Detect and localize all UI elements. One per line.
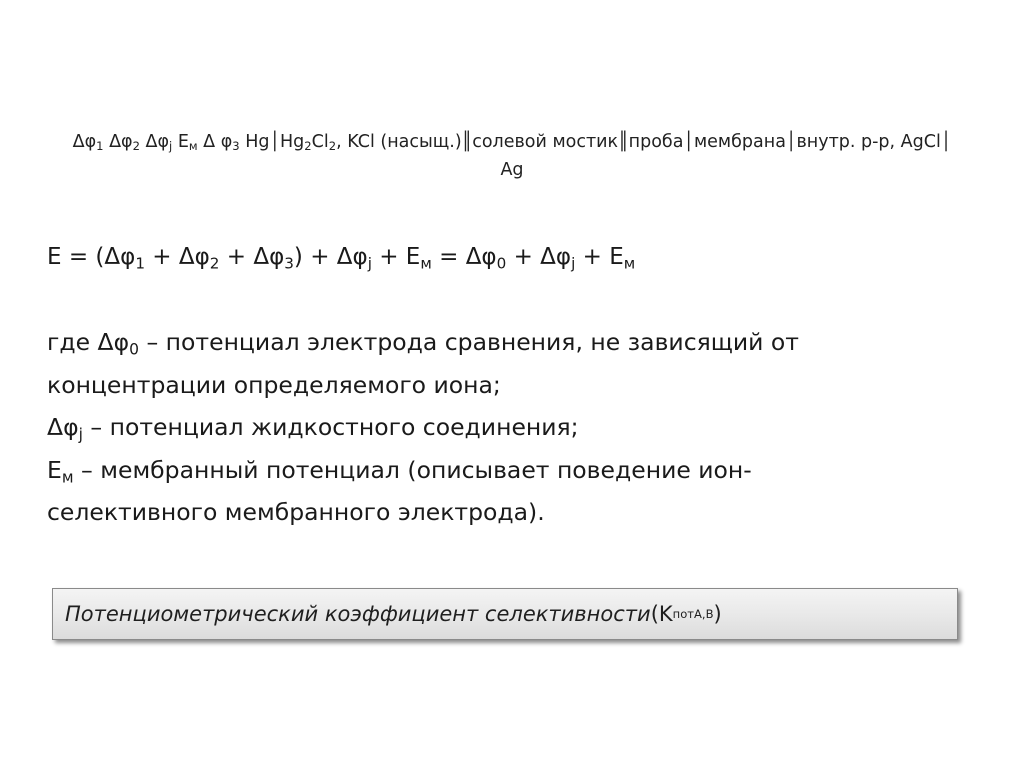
scheme-text: Ag <box>500 160 524 180</box>
definition-text: E <box>47 455 62 484</box>
equation-text: + E <box>575 244 624 270</box>
definition-text: где Δφ <box>47 328 130 356</box>
subscript: м <box>61 467 74 486</box>
definition-line <box>47 321 987 364</box>
electrochemical-cell-scheme <box>20 128 1004 184</box>
scheme-text: Δφ <box>139 132 170 152</box>
subscript: 3 <box>232 139 240 154</box>
definition-line <box>47 449 987 492</box>
subscript: 2 <box>304 139 312 154</box>
definition-line <box>47 364 987 407</box>
subscript: 2 <box>209 254 220 273</box>
subscript: j <box>571 254 576 273</box>
emf-equation <box>47 238 635 276</box>
equation-text: + E <box>371 244 421 270</box>
scheme-text: Δφ <box>103 132 133 152</box>
scheme-text: Δ φ <box>197 132 233 152</box>
definition-text: Δφ <box>47 413 79 441</box>
subscript: j <box>78 425 83 444</box>
subscript: м <box>188 139 198 154</box>
subscript: 3 <box>284 254 294 273</box>
definition-text: – потенциал электрода сравнения, не зависящий от <box>138 328 799 356</box>
definition-text: – потенциал жидкостного соединения; <box>82 413 579 441</box>
callout-symbol: (K <box>650 602 673 626</box>
equation-text: + Δφ <box>506 244 572 270</box>
subscript: 0 <box>496 254 507 273</box>
definitions-block <box>47 321 987 534</box>
equation-text: E = (Δφ <box>47 244 136 270</box>
definition-text: концентрации определяемого иона; <box>47 370 501 399</box>
scheme-text: Cl <box>311 132 329 152</box>
equation-text: + Δφ <box>219 244 285 270</box>
callout-symbol: ) <box>713 602 722 626</box>
definition-text: селективного мембранного электрода). <box>47 498 545 526</box>
subscript: j <box>169 139 173 154</box>
subscript: 2 <box>328 139 337 154</box>
definition-line <box>47 491 987 534</box>
callout-title: Потенциометрический коэффициент селективности <box>65 602 651 626</box>
subscript: м <box>420 254 432 273</box>
equation-text: + Δφ <box>144 244 210 270</box>
definition-line <box>47 406 987 449</box>
subscript: 0 <box>129 340 139 359</box>
subscript: 2 <box>132 139 140 154</box>
scheme-text: Δφ <box>72 132 97 152</box>
equation-text: = Δφ <box>431 244 497 270</box>
subscript: 1 <box>96 139 104 154</box>
scheme-text: E <box>172 132 189 152</box>
scheme-text: Hg│Hg <box>239 132 305 152</box>
selectivity-coefficient-box: Потенциометрический коэффициент селективности (K пот A,B ) <box>52 588 958 640</box>
equation-text: ) + Δφ <box>293 244 368 270</box>
subscript: j <box>367 254 372 273</box>
scheme-text: , KCl (насыщ.)║солевой мостик║проба│мембрана│внутр. р-р, AgCl│ <box>336 132 952 152</box>
definition-text: – мембранный потенциал (описывает поведение ион- <box>73 455 752 484</box>
subscript: 1 <box>135 254 145 273</box>
subscript: м <box>623 254 636 273</box>
